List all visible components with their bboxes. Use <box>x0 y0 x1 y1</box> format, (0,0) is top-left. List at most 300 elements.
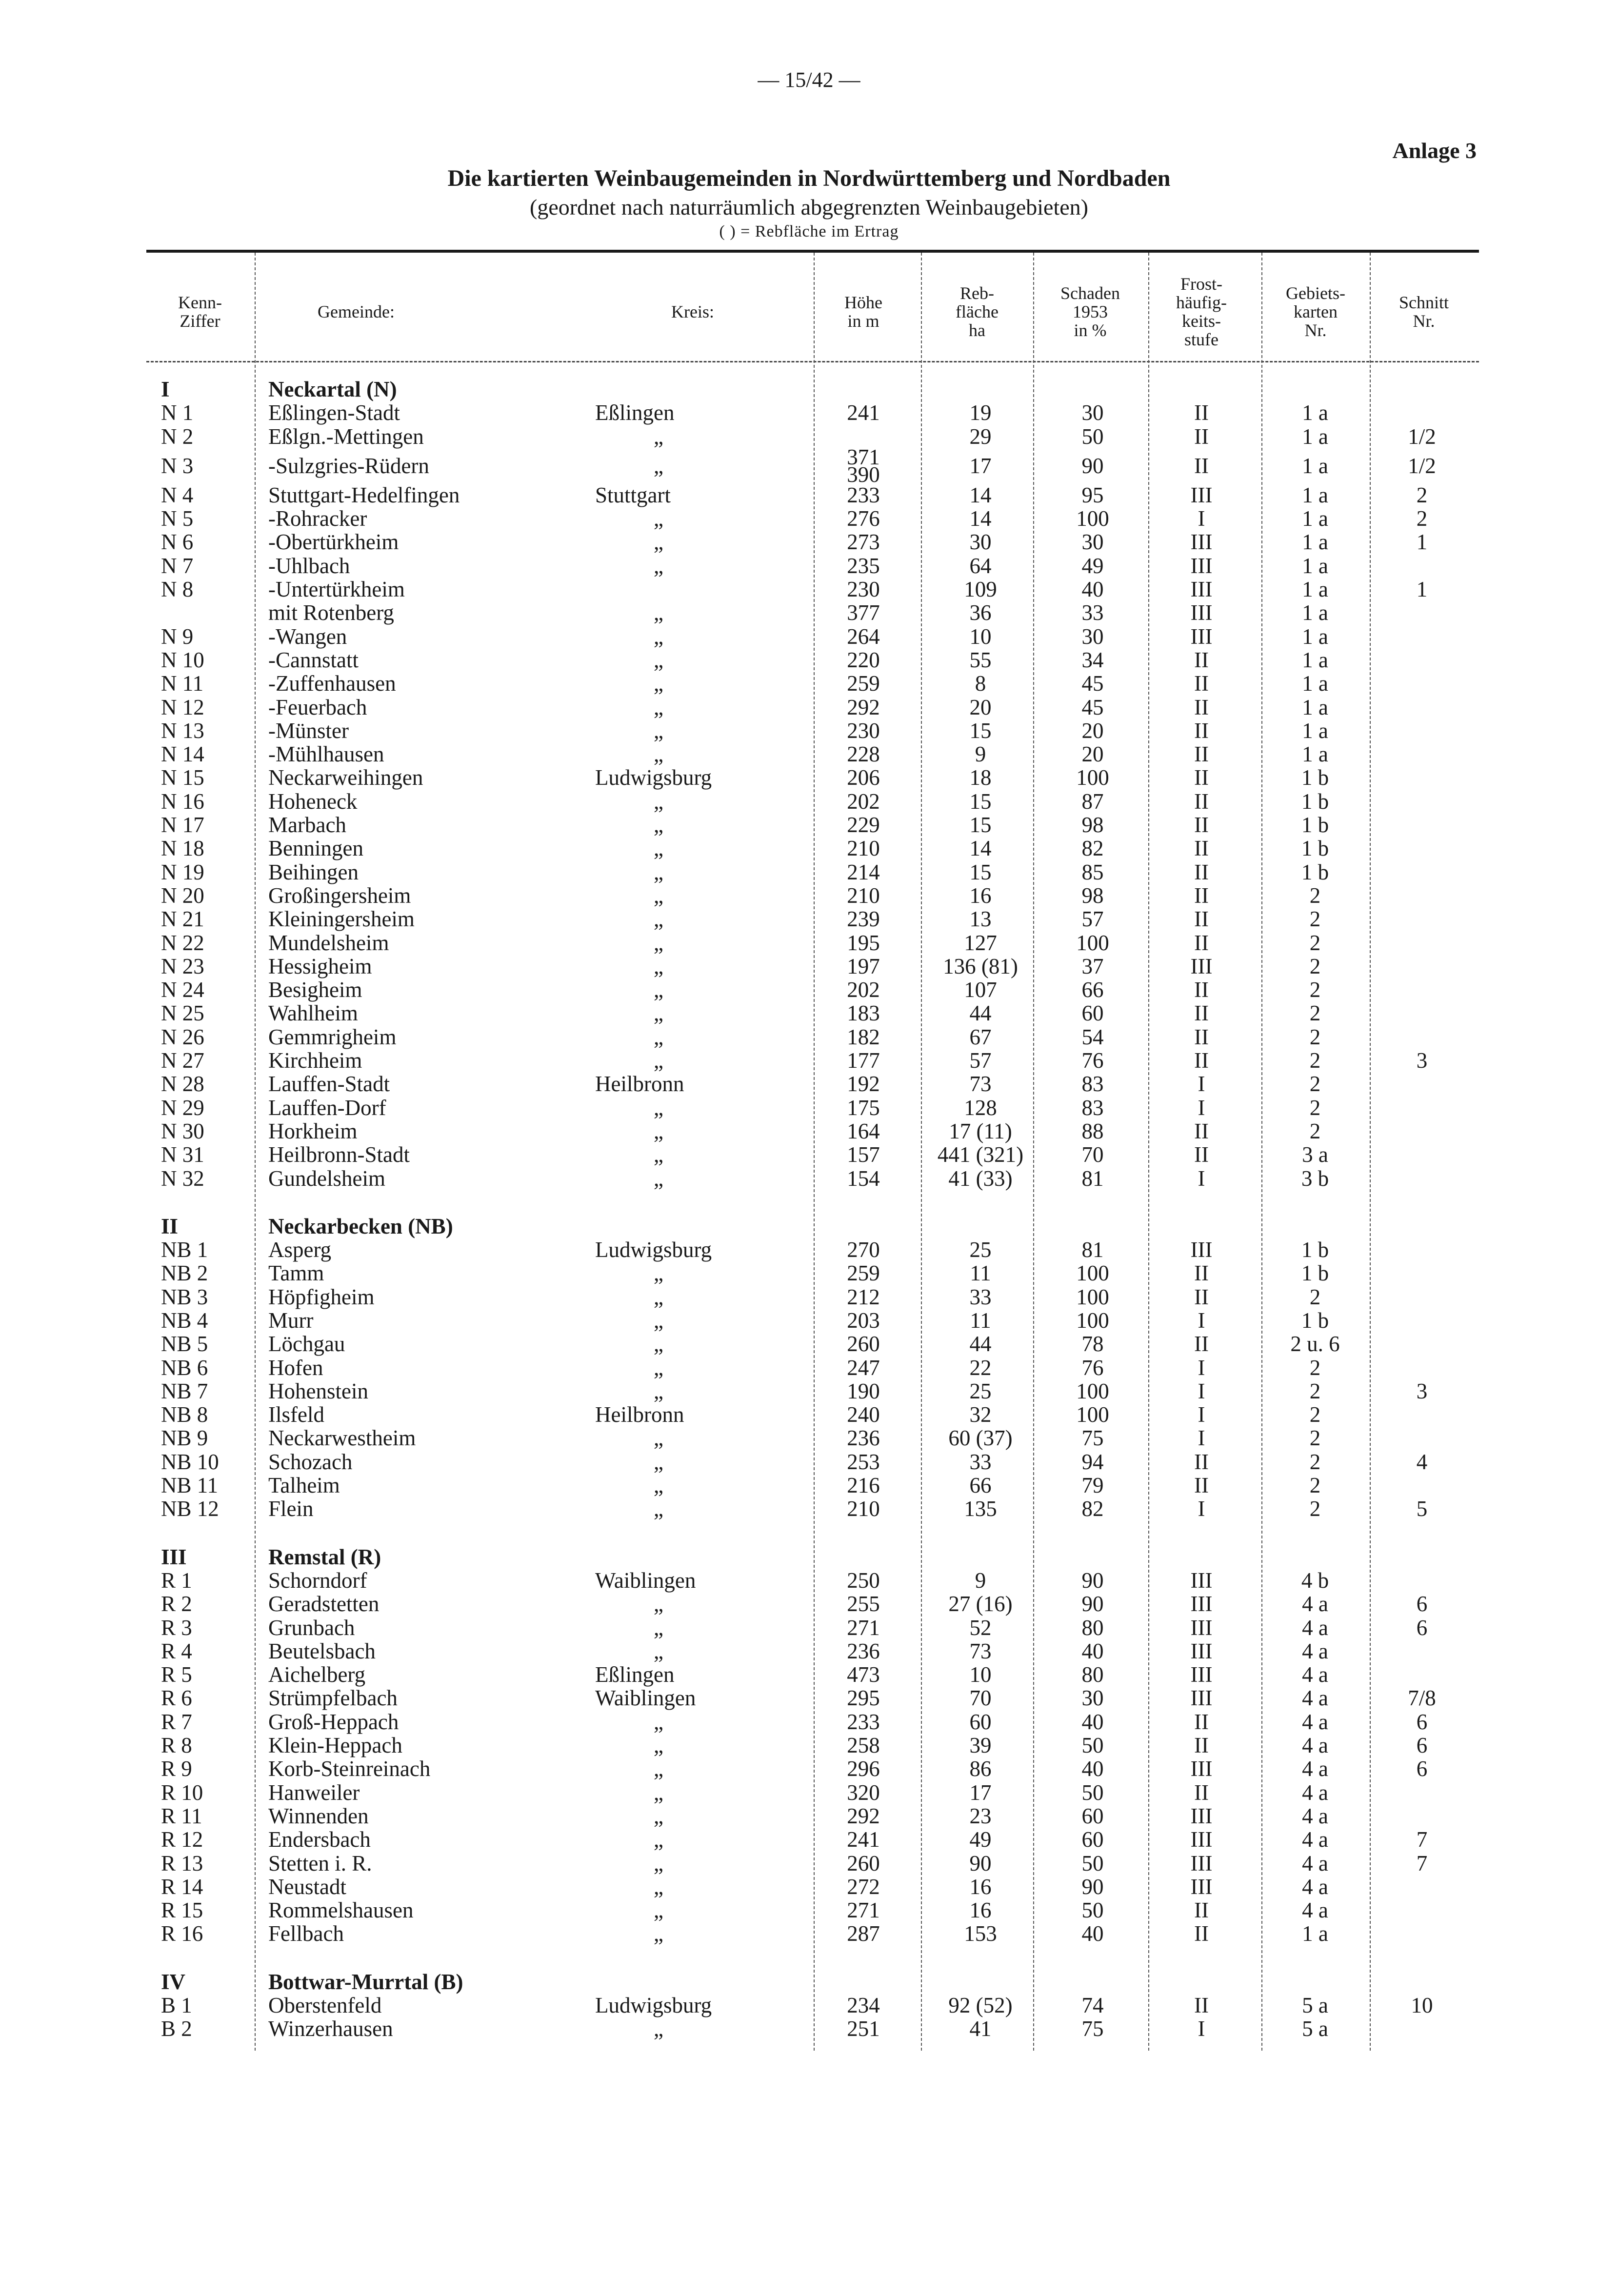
cell-kenn: R 12 <box>161 1827 203 1852</box>
table-top-rule <box>146 250 1479 253</box>
table-row <box>146 1379 1479 1403</box>
cell-schnitt: 7 <box>1416 1851 1428 1876</box>
cell-rebflaeche: 90 <box>969 1851 992 1876</box>
cell-schaden: 100 <box>1076 506 1109 531</box>
cell-gebiet: 4 a <box>1302 1662 1328 1687</box>
cell-gemeinde: Aichelberg <box>268 1662 366 1687</box>
section-gap <box>146 1946 1479 1970</box>
cell-schaden: 79 <box>1081 1473 1104 1498</box>
cell-gebiet: 4 a <box>1302 1615 1328 1640</box>
cell-hoehe: 203 <box>847 1308 880 1333</box>
cell-schnitt: 10 <box>1411 1993 1433 2017</box>
cell-gemeinde: -Münster <box>268 718 349 743</box>
cell-hoehe: 250 <box>847 1568 880 1593</box>
section-heading <box>146 1545 1479 1569</box>
cell-gebiet: 1 a <box>1302 400 1328 425</box>
cell-kreis: „ <box>654 624 663 649</box>
cell-hoehe: 233 <box>847 482 880 507</box>
document-title: Die kartierten Weinbaugemeinden in Nordwürttemberg und Nordbaden <box>447 165 1171 191</box>
table-row <box>146 1922 1479 1945</box>
table-row <box>146 1757 1479 1780</box>
cell-schaden: 76 <box>1081 1355 1104 1380</box>
cell-schaden: 81 <box>1081 1238 1104 1262</box>
cell-gemeinde: Lauffen-Stadt <box>268 1072 390 1097</box>
section-heading <box>146 1215 1479 1238</box>
cell-schnitt: 1 <box>1416 577 1428 602</box>
cell-hoehe: 240 <box>847 1402 880 1427</box>
table-row <box>146 1143 1479 1166</box>
cell-gebiet: 2 <box>1309 1355 1321 1380</box>
cell-kenn: R 9 <box>161 1757 192 1781</box>
cell-gebiet: 2 <box>1309 1473 1321 1498</box>
cell-frost: II <box>1194 1261 1209 1286</box>
table-row <box>146 1663 1479 1686</box>
cell-schaden: 50 <box>1081 1851 1104 1876</box>
cell-schaden: 87 <box>1081 789 1104 814</box>
table-row <box>146 1804 1479 1828</box>
cell-kreis: Eßlingen <box>595 1662 675 1687</box>
cell-kenn: R 16 <box>161 1921 203 1946</box>
cell-kreis: „ <box>654 530 663 555</box>
cell-frost: III <box>1190 1662 1213 1687</box>
cell-kreis: „ <box>654 1355 663 1380</box>
cell-gebiet: 2 <box>1309 1449 1321 1474</box>
cell-frost: II <box>1194 883 1209 908</box>
cell-hoehe: 272 <box>847 1874 880 1899</box>
cell-hoehe: 271 <box>847 1615 880 1640</box>
table-row <box>146 601 1479 624</box>
table-row <box>146 672 1479 695</box>
table-row <box>146 696 1479 719</box>
cell-schaden: 94 <box>1081 1449 1104 1474</box>
cell-rebflaeche: 14 <box>969 506 992 531</box>
cell-gebiet: 4 a <box>1302 1851 1328 1876</box>
cell-rebflaeche: 55 <box>969 647 992 672</box>
cell-gemeinde: Höpfigheim <box>268 1284 375 1309</box>
cell-schnitt: 3 <box>1416 1378 1428 1403</box>
cell-schaden: 40 <box>1081 1638 1104 1663</box>
cell-kenn: NB 10 <box>161 1449 219 1474</box>
cell-kreis: „ <box>654 1851 663 1876</box>
cell-rebflaeche: 32 <box>969 1402 992 1427</box>
cell-frost: II <box>1194 695 1209 719</box>
cell-kreis: „ <box>654 930 663 955</box>
cell-kreis: „ <box>654 883 663 908</box>
cell-schaden: 37 <box>1081 954 1104 978</box>
cell-rebflaeche: 17 (11) <box>949 1118 1012 1143</box>
cell-schaden: 76 <box>1081 1048 1104 1073</box>
cell-schaden: 66 <box>1081 978 1104 1002</box>
cell-gemeinde: Oberstenfeld <box>268 1993 382 2017</box>
cell-frost: II <box>1194 1898 1209 1923</box>
cell-kreis: „ <box>654 907 663 932</box>
cell-schaden: 50 <box>1081 424 1104 449</box>
cell-rebflaeche: 19 <box>969 400 992 425</box>
cell-schaden: 83 <box>1081 1095 1104 1120</box>
col-header-schnitt: Schnitt Nr. <box>1398 293 1449 331</box>
cell-kenn: N 21 <box>161 907 204 932</box>
cell-gebiet: 1 a <box>1302 624 1328 649</box>
cell-kenn: N 10 <box>161 647 204 672</box>
cell-gebiet: 4 a <box>1302 1592 1328 1617</box>
cell-frost: III <box>1190 1827 1213 1852</box>
cell-kenn: N 28 <box>161 1072 204 1097</box>
cell-kreis: „ <box>654 1473 663 1498</box>
table-row <box>146 1403 1479 1426</box>
cell-gemeinde: -Mühlhausen <box>268 742 384 767</box>
cell-gebiet: 1 a <box>1302 530 1328 555</box>
cell-gemeinde: Neckarweihingen <box>268 765 423 790</box>
cell-kenn: NB 8 <box>161 1402 208 1427</box>
table-row <box>146 955 1479 978</box>
cell-schaden: 40 <box>1081 1921 1104 1946</box>
cell-hoehe: 214 <box>847 859 880 884</box>
cell-frost: III <box>1190 530 1213 555</box>
cell-frost: I <box>1198 1095 1205 1120</box>
cell-kenn: N 11 <box>161 671 204 696</box>
cell-schaden: 45 <box>1081 695 1104 719</box>
cell-kreis: Heilbronn <box>595 1402 684 1427</box>
cell-frost: III <box>1190 1874 1213 1899</box>
cell-hoehe: 210 <box>847 836 880 861</box>
cell-frost: II <box>1194 765 1209 790</box>
document-subtitle: (geordnet nach naturräumlich abgegrenzten Weinbaugebieten) <box>530 195 1088 220</box>
cell-rebflaeche: 16 <box>969 1898 992 1923</box>
cell-kenn: NB 11 <box>161 1473 219 1498</box>
cell-frost: III <box>1190 1615 1213 1640</box>
cell-gebiet: 4 a <box>1302 1686 1328 1711</box>
cell-kreis: „ <box>654 1261 663 1286</box>
cell-frost: II <box>1194 1001 1209 1026</box>
cell-kenn: R 13 <box>161 1851 203 1876</box>
cell-kenn: N 16 <box>161 789 204 814</box>
cell-hoehe: 228 <box>847 742 880 767</box>
cell-rebflaeche: 27 (16) <box>948 1592 1013 1617</box>
cell-schaden: 81 <box>1081 1166 1104 1191</box>
cell-frost: II <box>1194 1473 1209 1498</box>
cell-frost: II <box>1194 453 1209 478</box>
cell-rebflaeche: 25 <box>969 1378 992 1403</box>
cell-kenn: NB 3 <box>161 1284 208 1309</box>
cell-kenn: N 19 <box>161 859 204 884</box>
cell-gemeinde: Groß-Heppach <box>268 1709 399 1734</box>
cell-gebiet: 1 b <box>1301 789 1329 814</box>
cell-frost: II <box>1194 742 1209 767</box>
cell-gebiet: 5 a <box>1302 2016 1328 2041</box>
cell-kenn: N 7 <box>161 553 194 578</box>
cell-kenn: N 20 <box>161 883 204 908</box>
cell-gebiet: 2 <box>1309 930 1321 955</box>
cell-rebflaeche: 33 <box>969 1449 992 1474</box>
cell-gebiet: 1 b <box>1301 1308 1329 1333</box>
cell-frost: III <box>1190 577 1213 602</box>
table-row <box>146 1497 1479 1520</box>
table-row <box>146 444 1479 487</box>
cell-gebiet: 2 <box>1309 907 1321 932</box>
cell-gemeinde: -Cannstatt <box>268 647 359 672</box>
cell-schaden: 45 <box>1081 671 1104 696</box>
cell-hoehe: 190 <box>847 1378 880 1403</box>
table-row <box>146 742 1479 766</box>
cell-hoehe: 206 <box>847 765 880 790</box>
cell-gebiet: 2 <box>1309 1024 1321 1049</box>
cell-gebiet: 4 a <box>1302 1709 1328 1734</box>
cell-kreis: „ <box>654 1449 663 1474</box>
cell-gemeinde: -Uhlbach <box>268 553 350 578</box>
cell-gebiet: 1 b <box>1301 1238 1329 1262</box>
cell-gebiet: 1 a <box>1302 742 1328 767</box>
cell-kreis: „ <box>654 1497 663 1521</box>
table-row <box>146 1356 1479 1379</box>
cell-frost: II <box>1194 1048 1209 1073</box>
cell-kreis: „ <box>654 978 663 1002</box>
cell-gemeinde: Löchgau <box>268 1332 345 1357</box>
cell-kenn: N 1 <box>161 400 194 425</box>
cell-kreis: „ <box>654 836 663 861</box>
section-name: Remstal (R) <box>268 1544 381 1569</box>
cell-schaden: 20 <box>1081 742 1104 767</box>
cell-kenn: R 4 <box>161 1638 192 1663</box>
table-header-rule <box>146 361 1479 362</box>
cell-schaden: 50 <box>1081 1780 1104 1805</box>
cell-schaden: 30 <box>1081 400 1104 425</box>
table-row <box>146 1049 1479 1072</box>
cell-kenn: N 17 <box>161 813 204 838</box>
section-heading <box>146 1970 1479 1994</box>
table-row <box>146 1096 1479 1119</box>
cell-kreis: „ <box>654 453 663 478</box>
table-row <box>146 530 1479 554</box>
cell-hoehe: 202 <box>847 978 880 1002</box>
cell-schaden: 88 <box>1081 1118 1104 1143</box>
cell-kreis: „ <box>654 695 663 719</box>
cell-rebflaeche: 128 <box>964 1095 997 1120</box>
cell-rebflaeche: 153 <box>964 1921 997 1946</box>
cell-hoehe: 251 <box>847 2016 880 2041</box>
cell-gebiet: 1 a <box>1302 600 1328 625</box>
cell-gebiet: 1 b <box>1301 765 1329 790</box>
cell-kreis: „ <box>654 742 663 767</box>
cell-rebflaeche: 136 (81) <box>943 954 1018 978</box>
cell-gebiet: 1 a <box>1302 695 1328 719</box>
cell-schaden: 54 <box>1081 1024 1104 1049</box>
cell-gebiet: 1 a <box>1302 1921 1328 1946</box>
cell-rebflaeche: 441 (321) <box>937 1142 1024 1167</box>
cell-schaden: 33 <box>1081 600 1104 625</box>
cell-hoehe: 241 <box>847 400 880 425</box>
cell-gebiet: 4 a <box>1302 1757 1328 1781</box>
cell-frost: II <box>1194 1993 1209 2017</box>
cell-gebiet: 2 u. 6 <box>1290 1332 1340 1357</box>
cell-hoehe: 377 <box>847 600 880 625</box>
cell-kenn: N 23 <box>161 954 204 978</box>
cell-kenn: R 5 <box>161 1662 192 1687</box>
cell-rebflaeche: 17 <box>969 453 992 478</box>
cell-frost: III <box>1190 954 1213 978</box>
cell-gemeinde: Grunbach <box>268 1615 355 1640</box>
cell-hoehe: 473 <box>847 1662 880 1687</box>
col-header-frost: Frost- häufig- keits- stufe <box>1176 274 1227 349</box>
cell-hoehe: 258 <box>847 1733 880 1758</box>
cell-schaden: 100 <box>1076 1261 1109 1286</box>
table-row <box>146 1569 1479 1592</box>
table-row <box>146 1072 1479 1096</box>
cell-frost: III <box>1190 1757 1213 1781</box>
table-row <box>146 483 1479 507</box>
col-header-kreis: Kreis: <box>671 302 714 321</box>
cell-rebflaeche: 11 <box>970 1308 991 1333</box>
cell-gebiet: 2 <box>1309 1072 1321 1097</box>
cell-schaden: 85 <box>1081 859 1104 884</box>
cell-frost: II <box>1194 907 1209 932</box>
table-row <box>146 719 1479 742</box>
cell-schaden: 100 <box>1076 930 1109 955</box>
table-row <box>146 1426 1479 1450</box>
table-row <box>146 648 1479 672</box>
cell-rebflaeche: 60 (37) <box>948 1426 1013 1451</box>
cell-gemeinde: Kleiningersheim <box>268 907 415 932</box>
cell-frost: II <box>1194 1332 1209 1357</box>
cell-schnitt: 4 <box>1416 1449 1428 1474</box>
cell-schaden: 74 <box>1081 1993 1104 2017</box>
cell-gebiet: 4 a <box>1302 1898 1328 1923</box>
cell-schaden: 75 <box>1081 1426 1104 1451</box>
cell-kenn: R 6 <box>161 1686 192 1711</box>
cell-schaden: 40 <box>1081 1709 1104 1734</box>
cell-rebflaeche: 36 <box>969 600 992 625</box>
cell-hoehe: 164 <box>847 1118 880 1143</box>
cell-gemeinde: mit Rotenberg <box>268 600 394 625</box>
cell-frost: II <box>1194 1780 1209 1805</box>
cell-gebiet: 1 a <box>1302 453 1328 478</box>
table-row <box>146 578 1479 601</box>
table-row <box>146 790 1479 813</box>
cell-hoehe: 216 <box>847 1473 880 1498</box>
section-roman: I <box>161 377 170 401</box>
cell-rebflaeche: 92 (52) <box>948 1993 1013 2017</box>
cell-frost: II <box>1194 859 1209 884</box>
cell-schnitt: 6 <box>1416 1615 1428 1640</box>
cell-rebflaeche: 33 <box>969 1284 992 1309</box>
cell-frost: II <box>1194 1921 1209 1946</box>
cell-gemeinde: -Rohracker <box>268 506 367 531</box>
cell-kenn: R 1 <box>161 1568 192 1593</box>
cell-kreis: „ <box>654 813 663 838</box>
cell-rebflaeche: 25 <box>969 1238 992 1262</box>
cell-kenn: N 18 <box>161 836 204 861</box>
cell-gemeinde: Besigheim <box>268 978 362 1002</box>
cell-gemeinde: -Wangen <box>268 624 347 649</box>
cell-gebiet: 1 b <box>1301 1261 1329 1286</box>
cell-hoehe: 177 <box>847 1048 880 1073</box>
cell-schaden: 60 <box>1081 1803 1104 1828</box>
cell-frost: I <box>1198 2016 1205 2041</box>
cell-gemeinde: Korb-Steinreinach <box>268 1757 431 1781</box>
cell-frost: III <box>1190 1803 1213 1828</box>
cell-frost: I <box>1198 1402 1205 1427</box>
cell-hoehe: 260 <box>847 1851 880 1876</box>
cell-gebiet: 1 a <box>1302 671 1328 696</box>
table-row <box>146 1828 1479 1851</box>
cell-frost: III <box>1190 1592 1213 1617</box>
cell-gebiet: 2 <box>1309 1426 1321 1451</box>
table-row <box>146 1994 1479 2017</box>
cell-gebiet: 4 b <box>1301 1568 1329 1593</box>
cell-gemeinde: Neckarwestheim <box>268 1426 416 1451</box>
table-row <box>146 907 1479 931</box>
cell-rebflaeche: 22 <box>969 1355 992 1380</box>
cell-schnitt: 3 <box>1416 1048 1428 1073</box>
cell-kreis: „ <box>654 1803 663 1828</box>
cell-frost: I <box>1198 1355 1205 1380</box>
cell-hoehe: 175 <box>847 1095 880 1120</box>
cell-schaden: 20 <box>1081 718 1104 743</box>
table-row <box>146 1119 1479 1143</box>
table-row <box>146 1875 1479 1898</box>
cell-frost: II <box>1194 718 1209 743</box>
cell-gemeinde: Fellbach <box>268 1921 344 1946</box>
table-row <box>146 1616 1479 1639</box>
cell-kreis: „ <box>654 2016 663 2041</box>
cell-hoehe: 195 <box>847 930 880 955</box>
cell-kenn: N 6 <box>161 530 194 555</box>
cell-kreis: „ <box>654 1709 663 1734</box>
table-row <box>146 625 1479 648</box>
cell-gemeinde: Schorndorf <box>268 1568 367 1593</box>
cell-frost: II <box>1194 930 1209 955</box>
cell-schaden: 82 <box>1081 836 1104 861</box>
cell-kreis: Waiblingen <box>595 1686 696 1711</box>
table-row <box>146 1781 1479 1804</box>
cell-schnitt: 1/2 <box>1408 453 1436 478</box>
cell-hoehe: 276 <box>847 506 880 531</box>
cell-frost: II <box>1194 1733 1209 1758</box>
cell-kenn: R 2 <box>161 1592 192 1617</box>
cell-hoehe: 197 <box>847 954 880 978</box>
cell-frost: III <box>1190 482 1213 507</box>
cell-frost: II <box>1194 647 1209 672</box>
table-row <box>146 1710 1479 1734</box>
cell-schaden: 75 <box>1081 2016 1104 2041</box>
cell-kenn: N 31 <box>161 1142 204 1167</box>
cell-schnitt: 6 <box>1416 1709 1428 1734</box>
cell-kenn: N 13 <box>161 718 204 743</box>
cell-hoehe: 287 <box>847 1921 880 1946</box>
cell-hoehe: 210 <box>847 1497 880 1521</box>
cell-kenn: R 7 <box>161 1709 192 1734</box>
cell-frost: I <box>1198 1308 1205 1333</box>
cell-schaden: 78 <box>1081 1332 1104 1357</box>
cell-rebflaeche: 73 <box>969 1638 992 1663</box>
cell-gemeinde: Eßlingen-Stadt <box>268 400 400 425</box>
cell-gemeinde: Murr <box>268 1308 314 1333</box>
cell-frost: II <box>1194 1142 1209 1167</box>
table-row <box>146 1238 1479 1261</box>
cell-kenn: R 15 <box>161 1898 203 1923</box>
cell-frost: I <box>1198 1166 1205 1191</box>
cell-gebiet: 1 a <box>1302 506 1328 531</box>
cell-schaden: 100 <box>1076 1308 1109 1333</box>
cell-kreis: „ <box>654 1001 663 1026</box>
cell-gemeinde: Neustadt <box>268 1874 346 1899</box>
cell-frost: I <box>1198 1497 1205 1521</box>
cell-kreis: „ <box>654 859 663 884</box>
section-name: Neckarbecken (NB) <box>268 1214 453 1238</box>
cell-rebflaeche: 73 <box>969 1072 992 1097</box>
cell-kenn: N 12 <box>161 695 204 719</box>
cell-rebflaeche: 41 <box>969 2016 992 2041</box>
cell-frost: II <box>1194 1024 1209 1049</box>
